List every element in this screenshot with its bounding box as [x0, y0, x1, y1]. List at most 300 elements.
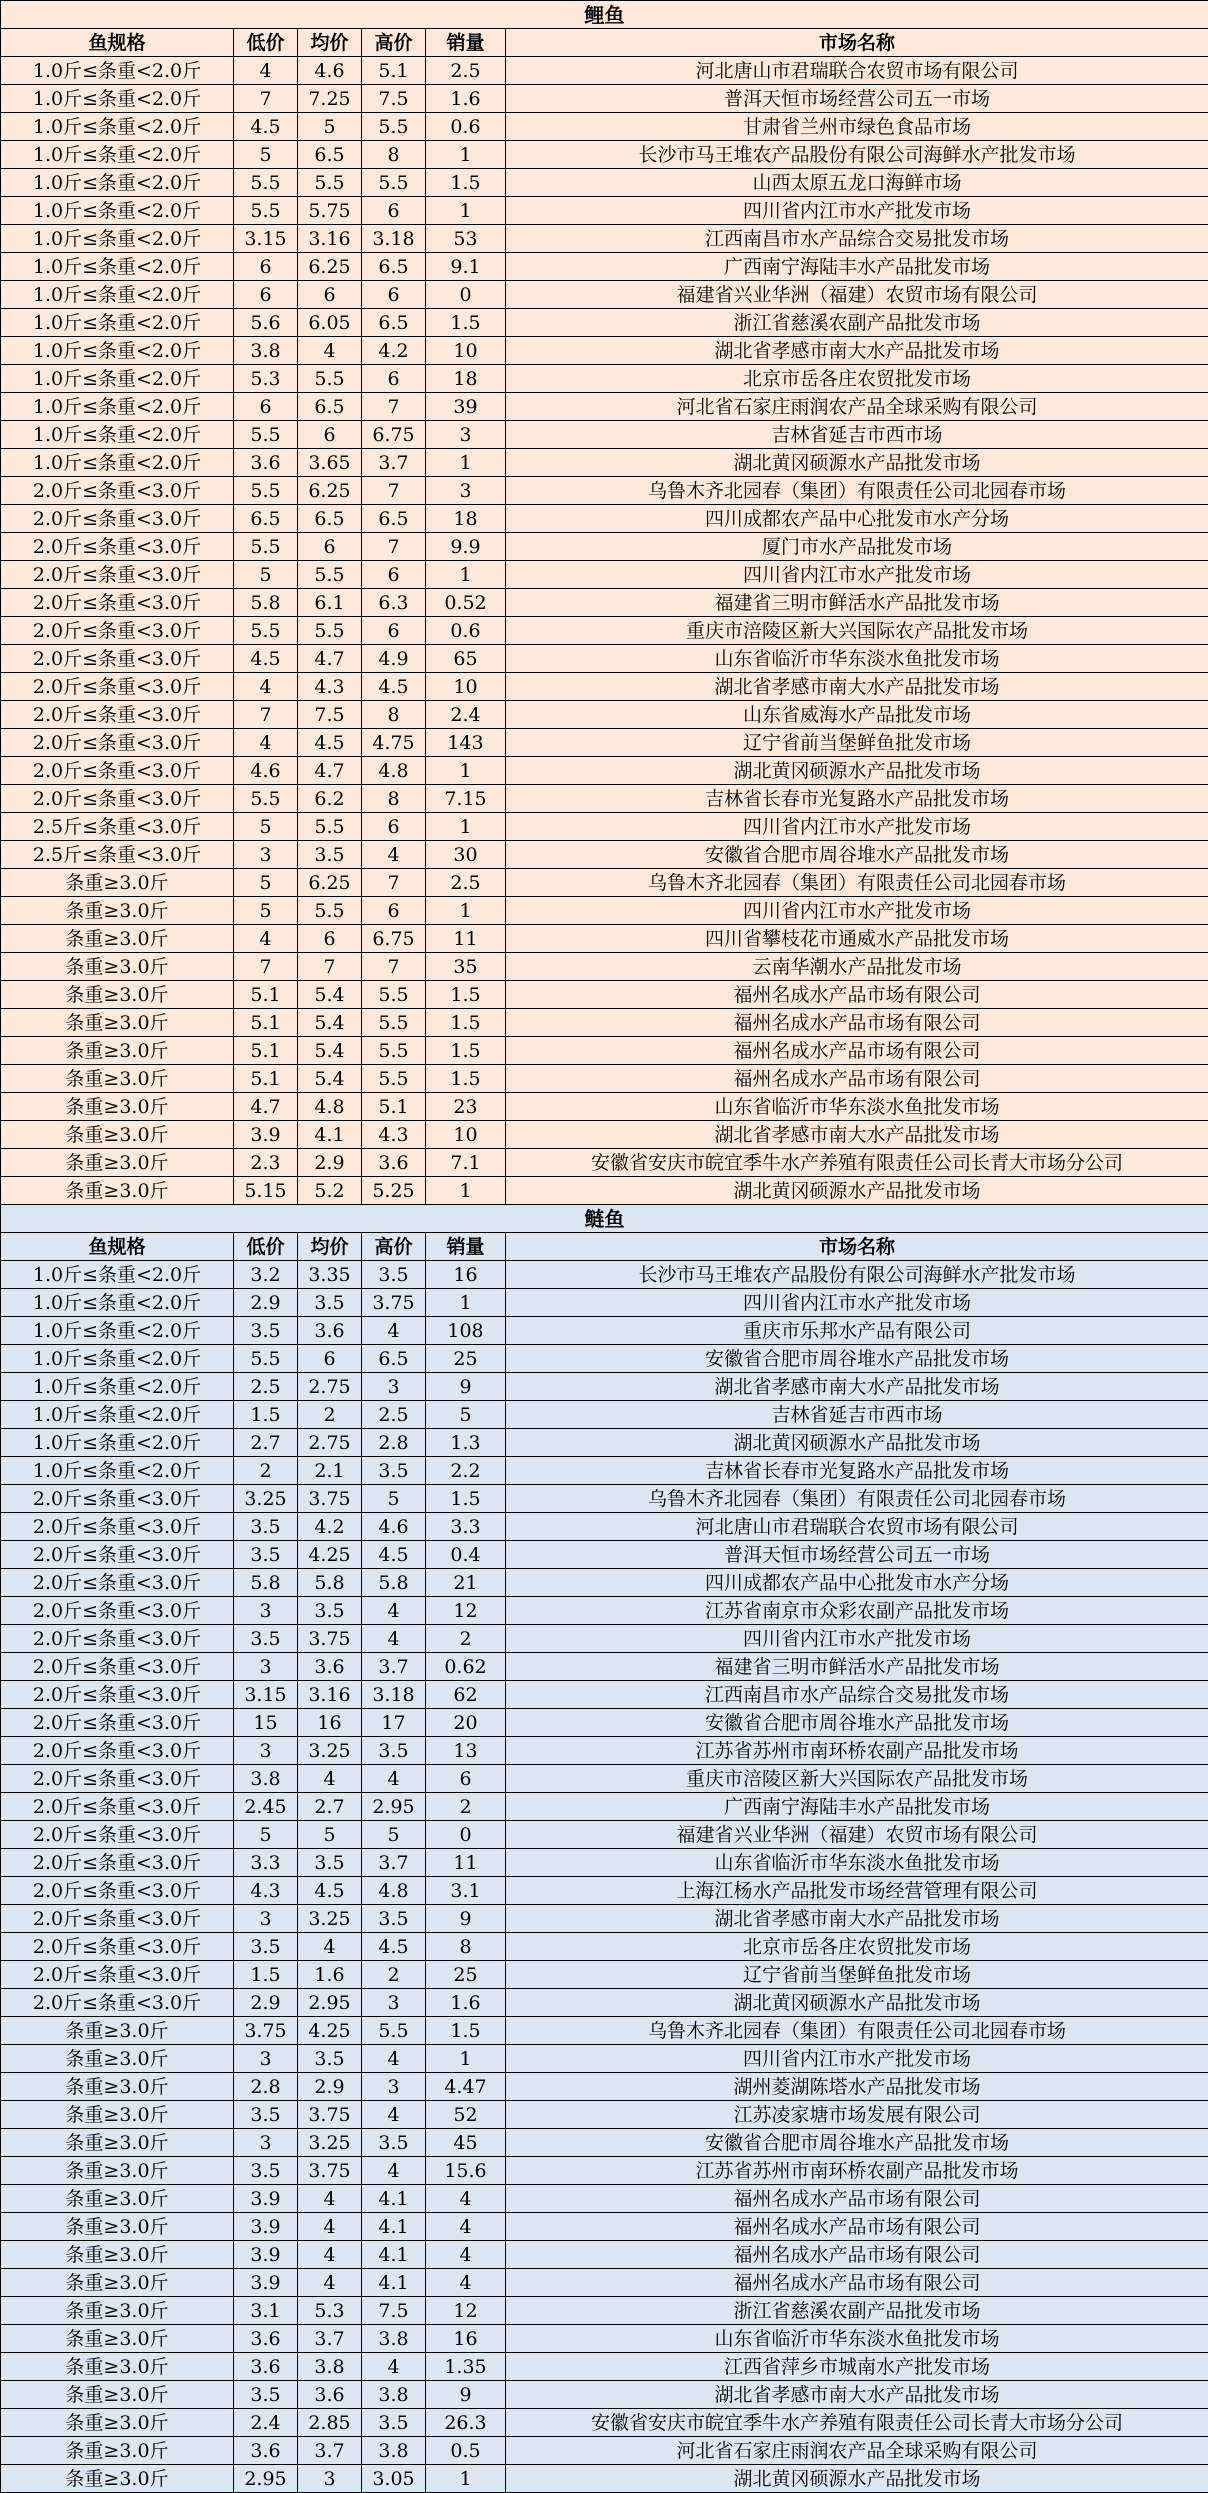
- table-row: [1, 1065, 1208, 1093]
- low-price-cell: 7: [234, 701, 298, 729]
- high-price-cell: 5.5: [362, 1009, 426, 1037]
- market-cell: 吉林省长春市光复路水产品批发市场: [506, 785, 1208, 813]
- avg-price-cell: 5.5: [298, 897, 362, 925]
- avg-price-cell: 5: [298, 1821, 362, 1849]
- market-cell: 重庆市涪陵区新大兴国际农产品批发市场: [506, 1765, 1208, 1793]
- market-cell: 四川省内江市水产批发市场: [506, 197, 1208, 225]
- spec-cell: 1.0斤≤条重<2.0斤: [1, 337, 234, 365]
- avg-price-cell: 6.5: [298, 393, 362, 421]
- table-row: [1, 1597, 1208, 1625]
- low-price-cell: 5: [234, 869, 298, 897]
- spec-cell: 1.0斤≤条重<2.0斤: [1, 197, 234, 225]
- low-price-cell: 2.3: [234, 1149, 298, 1177]
- market-cell: 厦门市水产品批发市场: [506, 533, 1208, 561]
- volume-cell: 1.5: [426, 1037, 506, 1065]
- market-cell: 福建省兴业华洲（福建）农贸市场有限公司: [506, 1821, 1208, 1849]
- avg-price-cell: 4.6: [298, 57, 362, 85]
- spec-cell: 2.0斤≤条重<3.0斤: [1, 1989, 234, 2017]
- high-price-cell: 3.5: [362, 1457, 426, 1485]
- market-cell: 四川省内江市水产批发市场: [506, 1625, 1208, 1653]
- spec-cell: 2.0斤≤条重<3.0斤: [1, 785, 234, 813]
- low-price-cell: 4: [234, 57, 298, 85]
- market-cell: 安徽省合肥市周谷堆水产品批发市场: [506, 1709, 1208, 1737]
- volume-cell: 25: [426, 1345, 506, 1373]
- high-price-cell: 4: [362, 1625, 426, 1653]
- market-cell: 河北唐山市君瑞联合农贸市场有限公司: [506, 1513, 1208, 1541]
- table-row: [1, 2325, 1208, 2353]
- high-price-cell: 4.2: [362, 337, 426, 365]
- volume-cell: 18: [426, 365, 506, 393]
- volume-cell: 1: [426, 197, 506, 225]
- spec-cell: 1.0斤≤条重<2.0斤: [1, 421, 234, 449]
- market-cell: 长沙市马王堆农产品股份有限公司海鲜水产批发市场: [506, 141, 1208, 169]
- spec-cell: 1.0斤≤条重<2.0斤: [1, 141, 234, 169]
- volume-cell: 2: [426, 1625, 506, 1653]
- avg-price-cell: 6: [298, 421, 362, 449]
- high-price-cell: 7: [362, 869, 426, 897]
- spec-cell: 1.0斤≤条重<2.0斤: [1, 1373, 234, 1401]
- avg-price-cell: 4: [298, 337, 362, 365]
- market-cell: 吉林省延吉市西市场: [506, 1401, 1208, 1429]
- low-price-cell: 2.9: [234, 1989, 298, 2017]
- market-cell: 吉林省长春市光复路水产品批发市场: [506, 1457, 1208, 1485]
- volume-cell: 1.5: [426, 309, 506, 337]
- volume-cell: 1.5: [426, 2017, 506, 2045]
- spec-cell: 条重≥3.0斤: [1, 1149, 234, 1177]
- high-price-cell: 6: [362, 197, 426, 225]
- spec-cell: 条重≥3.0斤: [1, 2325, 234, 2353]
- market-cell: 湖北黄冈硕源水产品批发市场: [506, 449, 1208, 477]
- avg-price-cell: 3.65: [298, 449, 362, 477]
- market-cell: 湖北省孝感市南大水产品批发市场: [506, 1373, 1208, 1401]
- header-row: [1, 29, 1208, 57]
- table-row: [1, 897, 1208, 925]
- volume-cell: 39: [426, 393, 506, 421]
- spec-cell: 2.5斤≤条重<3.0斤: [1, 813, 234, 841]
- spec-cell: 2.0斤≤条重<3.0斤: [1, 1569, 234, 1597]
- volume-cell: 3: [426, 477, 506, 505]
- market-cell: 湖北黄冈硕源水产品批发市场: [506, 2465, 1208, 2493]
- high-price-cell: 5.5: [362, 1065, 426, 1093]
- table-row: [1, 953, 1208, 981]
- volume-cell: 0.4: [426, 1541, 506, 1569]
- table-row: [1, 1037, 1208, 1065]
- low-price-cell: 4.5: [234, 645, 298, 673]
- volume-cell: 53: [426, 225, 506, 253]
- market-cell: 重庆市乐邦水产品有限公司: [506, 1317, 1208, 1345]
- table-row: [1, 505, 1208, 533]
- volume-cell: 4: [426, 2213, 506, 2241]
- table-row: [1, 701, 1208, 729]
- table-row: [1, 729, 1208, 757]
- volume-cell: 15.6: [426, 2157, 506, 2185]
- low-price-cell: 3.5: [234, 1933, 298, 1961]
- volume-cell: 1: [426, 897, 506, 925]
- volume-cell: 26.3: [426, 2409, 506, 2437]
- spec-cell: 条重≥3.0斤: [1, 2297, 234, 2325]
- low-price-cell: 3.5: [234, 1541, 298, 1569]
- market-cell: 湖北黄冈硕源水产品批发市场: [506, 757, 1208, 785]
- volume-cell: 2.5: [426, 869, 506, 897]
- spec-cell: 条重≥3.0斤: [1, 1037, 234, 1065]
- market-cell: 四川省内江市水产批发市场: [506, 1289, 1208, 1317]
- market-cell: 北京市岳各庄农贸批发市场: [506, 365, 1208, 393]
- market-cell: 福建省三明市鲜活水产品批发市场: [506, 1653, 1208, 1681]
- high-price-cell: 4: [362, 1317, 426, 1345]
- avg-price-cell: 5.3: [298, 2297, 362, 2325]
- high-price-cell: 3.8: [362, 2437, 426, 2465]
- spec-cell: 1.0斤≤条重<2.0斤: [1, 1429, 234, 1457]
- low-price-cell: 5.5: [234, 785, 298, 813]
- table-row: [1, 757, 1208, 785]
- low-price-cell: 3.9: [234, 2213, 298, 2241]
- low-price-cell: 5: [234, 1821, 298, 1849]
- high-price-cell: 5.5: [362, 981, 426, 1009]
- low-price-cell: 2: [234, 1457, 298, 1485]
- spec-cell: 条重≥3.0斤: [1, 2185, 234, 2213]
- market-cell: 四川省内江市水产批发市场: [506, 813, 1208, 841]
- avg-price-cell: 3.5: [298, 841, 362, 869]
- low-price-header: 低价: [234, 1233, 298, 1261]
- avg-price-cell: 6: [298, 533, 362, 561]
- low-price-header: 低价: [234, 29, 298, 57]
- spec-cell: 条重≥3.0斤: [1, 2073, 234, 2101]
- market-cell: 河北唐山市君瑞联合农贸市场有限公司: [506, 57, 1208, 85]
- spec-cell: 2.0斤≤条重<3.0斤: [1, 1625, 234, 1653]
- market-cell: 福州名成水产品市场有限公司: [506, 2269, 1208, 2297]
- high-price-cell: 4.75: [362, 729, 426, 757]
- high-price-cell: 4.5: [362, 1541, 426, 1569]
- volume-cell: 7.1: [426, 1149, 506, 1177]
- low-price-cell: 4.5: [234, 113, 298, 141]
- high-price-cell: 3.18: [362, 1681, 426, 1709]
- spec-cell: 2.0斤≤条重<3.0斤: [1, 1793, 234, 1821]
- table-row: [1, 1373, 1208, 1401]
- high-price-cell: 4: [362, 841, 426, 869]
- high-price-cell: 6: [362, 365, 426, 393]
- high-price-cell: 4.5: [362, 1933, 426, 1961]
- market-cell: 河北省石家庄雨润农产品全球采购有限公司: [506, 393, 1208, 421]
- high-price-cell: 4.6: [362, 1513, 426, 1541]
- volume-cell: 1: [426, 2465, 506, 2493]
- table-row: [1, 421, 1208, 449]
- market-cell: 辽宁省前当堡鲜鱼批发市场: [506, 729, 1208, 757]
- volume-cell: 4.47: [426, 2073, 506, 2101]
- spec-cell: 条重≥3.0斤: [1, 2465, 234, 2493]
- avg-price-cell: 3.6: [298, 2381, 362, 2409]
- spec-cell: 条重≥3.0斤: [1, 1121, 234, 1149]
- volume-cell: 11: [426, 1849, 506, 1877]
- high-price-cell: 6: [362, 281, 426, 309]
- table-row: [1, 561, 1208, 589]
- table-row: [1, 981, 1208, 1009]
- high-price-header: 高价: [362, 1233, 426, 1261]
- table-row: [1, 449, 1208, 477]
- spec-cell: 2.0斤≤条重<3.0斤: [1, 1709, 234, 1737]
- low-price-cell: 3: [234, 2129, 298, 2157]
- table-row: [1, 1653, 1208, 1681]
- high-price-cell: 4.1: [362, 2185, 426, 2213]
- high-price-cell: 3.5: [362, 1905, 426, 1933]
- avg-price-cell: 5.5: [298, 365, 362, 393]
- low-price-cell: 3: [234, 1905, 298, 1933]
- market-cell: 四川成都农产品中心批发市水产分场: [506, 505, 1208, 533]
- spec-cell: 1.0斤≤条重<2.0斤: [1, 85, 234, 113]
- high-price-cell: 5.5: [362, 169, 426, 197]
- market-cell: 湖北黄冈硕源水产品批发市场: [506, 1989, 1208, 2017]
- spec-cell: 1.0斤≤条重<2.0斤: [1, 1345, 234, 1373]
- table-row: [1, 1093, 1208, 1121]
- low-price-cell: 4.7: [234, 1093, 298, 1121]
- table-row: [1, 785, 1208, 813]
- low-price-cell: 3.25: [234, 1485, 298, 1513]
- avg-price-cell: 6.05: [298, 309, 362, 337]
- avg-price-cell: 6.25: [298, 253, 362, 281]
- avg-price-cell: 6: [298, 925, 362, 953]
- table-row: [1, 1009, 1208, 1037]
- market-cell: 四川省内江市水产批发市场: [506, 561, 1208, 589]
- spec-cell: 2.0斤≤条重<3.0斤: [1, 757, 234, 785]
- market-cell: 江西南昌市水产品综合交易批发市场: [506, 1681, 1208, 1709]
- market-cell: 云南华潮水产品批发市场: [506, 953, 1208, 981]
- volume-header: 销量: [426, 29, 506, 57]
- avg-price-cell: 3.25: [298, 1737, 362, 1765]
- table-row: [1, 2353, 1208, 2381]
- market-cell: 四川省内江市水产批发市场: [506, 897, 1208, 925]
- high-price-cell: 5.1: [362, 57, 426, 85]
- high-price-cell: 6.75: [362, 421, 426, 449]
- market-cell: 乌鲁木齐北园春（集团）有限责任公司北园春市场: [506, 477, 1208, 505]
- low-price-cell: 3: [234, 1653, 298, 1681]
- avg-price-cell: 5.5: [298, 169, 362, 197]
- low-price-cell: 5.1: [234, 981, 298, 1009]
- market-cell: 江西省萍乡市城南水产批发市场: [506, 2353, 1208, 2381]
- volume-cell: 3.3: [426, 1513, 506, 1541]
- high-price-cell: 6.75: [362, 925, 426, 953]
- spec-cell: 1.0斤≤条重<2.0斤: [1, 253, 234, 281]
- high-price-cell: 4: [362, 1765, 426, 1793]
- market-cell: 北京市岳各庄农贸批发市场: [506, 1933, 1208, 1961]
- table-row: [1, 57, 1208, 85]
- volume-cell: 143: [426, 729, 506, 757]
- low-price-cell: 3.6: [234, 2437, 298, 2465]
- table-row: [1, 337, 1208, 365]
- spec-cell: 2.0斤≤条重<3.0斤: [1, 1485, 234, 1513]
- low-price-cell: 5.5: [234, 533, 298, 561]
- spec-cell: 条重≥3.0斤: [1, 2353, 234, 2381]
- avg-price-cell: 4: [298, 1933, 362, 1961]
- volume-cell: 9: [426, 2381, 506, 2409]
- volume-cell: 1: [426, 813, 506, 841]
- table-row: [1, 1261, 1208, 1289]
- high-price-cell: 3.5: [362, 1261, 426, 1289]
- volume-cell: 1: [426, 1289, 506, 1317]
- volume-cell: 6: [426, 1765, 506, 1793]
- avg-price-cell: 5.4: [298, 981, 362, 1009]
- section-title-row: [1, 1205, 1208, 1233]
- high-price-cell: 3.8: [362, 2381, 426, 2409]
- volume-cell: 2.5: [426, 57, 506, 85]
- high-price-cell: 2.5: [362, 1401, 426, 1429]
- market-cell: 四川省攀枝花市通威水产品批发市场: [506, 925, 1208, 953]
- market-cell: 江苏凌家塘市场发展有限公司: [506, 2101, 1208, 2129]
- high-price-cell: 3.7: [362, 1653, 426, 1681]
- low-price-cell: 6.5: [234, 505, 298, 533]
- low-price-cell: 3.5: [234, 2157, 298, 2185]
- avg-price-cell: 3.8: [298, 2353, 362, 2381]
- avg-price-cell: 5.4: [298, 1009, 362, 1037]
- table-row: [1, 1625, 1208, 1653]
- low-price-cell: 5.1: [234, 1065, 298, 1093]
- volume-cell: 2.4: [426, 701, 506, 729]
- table-row: [1, 169, 1208, 197]
- table-row: [1, 1513, 1208, 1541]
- market-cell: 普洱天恒市场经营公司五一市场: [506, 85, 1208, 113]
- volume-cell: 18: [426, 505, 506, 533]
- spec-cell: 1.0斤≤条重<2.0斤: [1, 57, 234, 85]
- high-price-cell: 4: [362, 2353, 426, 2381]
- table-row: [1, 85, 1208, 113]
- low-price-cell: 6: [234, 393, 298, 421]
- high-price-cell: 7: [362, 393, 426, 421]
- market-header: 市场名称: [506, 1233, 1208, 1261]
- volume-cell: 3.1: [426, 1877, 506, 1905]
- low-price-cell: 5: [234, 141, 298, 169]
- spec-cell: 条重≥3.0斤: [1, 869, 234, 897]
- volume-cell: 0: [426, 1821, 506, 1849]
- spec-cell: 条重≥3.0斤: [1, 2437, 234, 2465]
- low-price-cell: 5.5: [234, 421, 298, 449]
- low-price-cell: 3.5: [234, 2101, 298, 2129]
- volume-cell: 1: [426, 1177, 506, 1205]
- spec-cell: 条重≥3.0斤: [1, 2017, 234, 2045]
- high-price-cell: 4.1: [362, 2241, 426, 2269]
- market-cell: 山西太原五龙口海鲜市场: [506, 169, 1208, 197]
- volume-cell: 9.1: [426, 253, 506, 281]
- avg-price-cell: 3.16: [298, 1681, 362, 1709]
- market-cell: 湖北黄冈硕源水产品批发市场: [506, 1177, 1208, 1205]
- avg-price-cell: 3.75: [298, 2157, 362, 2185]
- low-price-cell: 5.6: [234, 309, 298, 337]
- volume-cell: 1.5: [426, 1065, 506, 1093]
- avg-price-cell: 3.25: [298, 1905, 362, 1933]
- low-price-cell: 5.5: [234, 617, 298, 645]
- high-price-cell: 3: [362, 2073, 426, 2101]
- avg-price-cell: 2.85: [298, 2409, 362, 2437]
- avg-price-cell: 2.75: [298, 1429, 362, 1457]
- market-cell: 重庆市涪陵区新大兴国际农产品批发市场: [506, 617, 1208, 645]
- table-row: [1, 2157, 1208, 2185]
- avg-price-cell: 6.25: [298, 869, 362, 897]
- section-title-row: [1, 1, 1208, 29]
- high-price-cell: 4.5: [362, 673, 426, 701]
- avg-price-cell: 4: [298, 2241, 362, 2269]
- volume-cell: 9.9: [426, 533, 506, 561]
- spec-cell: 条重≥3.0斤: [1, 2129, 234, 2157]
- low-price-cell: 3.6: [234, 449, 298, 477]
- volume-cell: 20: [426, 1709, 506, 1737]
- high-price-cell: 6: [362, 813, 426, 841]
- avg-price-cell: 3.75: [298, 2101, 362, 2129]
- low-price-cell: 3.6: [234, 2353, 298, 2381]
- avg-price-cell: 4.25: [298, 2017, 362, 2045]
- table-row: [1, 1989, 1208, 2017]
- spec-cell: 1.0斤≤条重<2.0斤: [1, 281, 234, 309]
- spec-cell: 2.0斤≤条重<3.0斤: [1, 1597, 234, 1625]
- table-row: [1, 1821, 1208, 1849]
- market-cell: 湖北黄冈硕源水产品批发市场: [506, 1429, 1208, 1457]
- avg-price-cell: 5.4: [298, 1037, 362, 1065]
- high-price-cell: 8: [362, 141, 426, 169]
- market-cell: 乌鲁木齐北园春（集团）有限责任公司北园春市场: [506, 2017, 1208, 2045]
- table-row: [1, 253, 1208, 281]
- low-price-cell: 5: [234, 897, 298, 925]
- volume-cell: 52: [426, 2101, 506, 2129]
- avg-price-cell: 4.5: [298, 729, 362, 757]
- spec-cell: 2.0斤≤条重<3.0斤: [1, 1681, 234, 1709]
- low-price-cell: 6: [234, 253, 298, 281]
- low-price-cell: 4.3: [234, 1877, 298, 1905]
- volume-cell: 3: [426, 421, 506, 449]
- volume-cell: 1: [426, 449, 506, 477]
- low-price-cell: 1.5: [234, 1961, 298, 1989]
- table-row: [1, 1121, 1208, 1149]
- low-price-cell: 3.5: [234, 1625, 298, 1653]
- market-cell: 四川成都农产品中心批发市水产分场: [506, 1569, 1208, 1597]
- market-cell: 安徽省合肥市周谷堆水产品批发市场: [506, 2129, 1208, 2157]
- volume-cell: 65: [426, 645, 506, 673]
- avg-price-cell: 4.7: [298, 645, 362, 673]
- low-price-cell: 3: [234, 1737, 298, 1765]
- table-row: [1, 1429, 1208, 1457]
- market-cell: 普洱天恒市场经营公司五一市场: [506, 1541, 1208, 1569]
- high-price-cell: 7: [362, 477, 426, 505]
- avg-price-cell: 6.1: [298, 589, 362, 617]
- avg-price-cell: 3.75: [298, 1485, 362, 1513]
- low-price-cell: 7: [234, 953, 298, 981]
- header-row: [1, 1233, 1208, 1261]
- table-row: [1, 1541, 1208, 1569]
- market-cell: 福州名成水产品市场有限公司: [506, 1037, 1208, 1065]
- spec-cell: 条重≥3.0斤: [1, 2409, 234, 2437]
- table-row: [1, 925, 1208, 953]
- spec-cell: 2.0斤≤条重<3.0斤: [1, 1849, 234, 1877]
- high-price-cell: 5.8: [362, 1569, 426, 1597]
- volume-cell: 1: [426, 561, 506, 589]
- spec-cell: 1.0斤≤条重<2.0斤: [1, 1261, 234, 1289]
- high-price-cell: 3: [362, 1373, 426, 1401]
- low-price-cell: 2.95: [234, 2465, 298, 2493]
- volume-cell: 1.5: [426, 1009, 506, 1037]
- avg-price-cell: 5.5: [298, 617, 362, 645]
- high-price-cell: 3.75: [362, 1289, 426, 1317]
- spec-cell: 2.5斤≤条重<3.0斤: [1, 841, 234, 869]
- high-price-cell: 2.95: [362, 1793, 426, 1821]
- avg-price-cell: 2.75: [298, 1373, 362, 1401]
- table-row: [1, 309, 1208, 337]
- table-row: [1, 2409, 1208, 2437]
- table-row: [1, 869, 1208, 897]
- avg-price-cell: 4.5: [298, 1877, 362, 1905]
- market-cell: 长沙市马王堆农产品股份有限公司海鲜水产批发市场: [506, 1261, 1208, 1289]
- table-row: [1, 1317, 1208, 1345]
- table-row: [1, 141, 1208, 169]
- low-price-cell: 5.15: [234, 1177, 298, 1205]
- market-cell: 山东省临沂市华东淡水鱼批发市场: [506, 2325, 1208, 2353]
- low-price-cell: 3.9: [234, 2241, 298, 2269]
- high-price-cell: 6.5: [362, 253, 426, 281]
- avg-price-cell: 2.7: [298, 1793, 362, 1821]
